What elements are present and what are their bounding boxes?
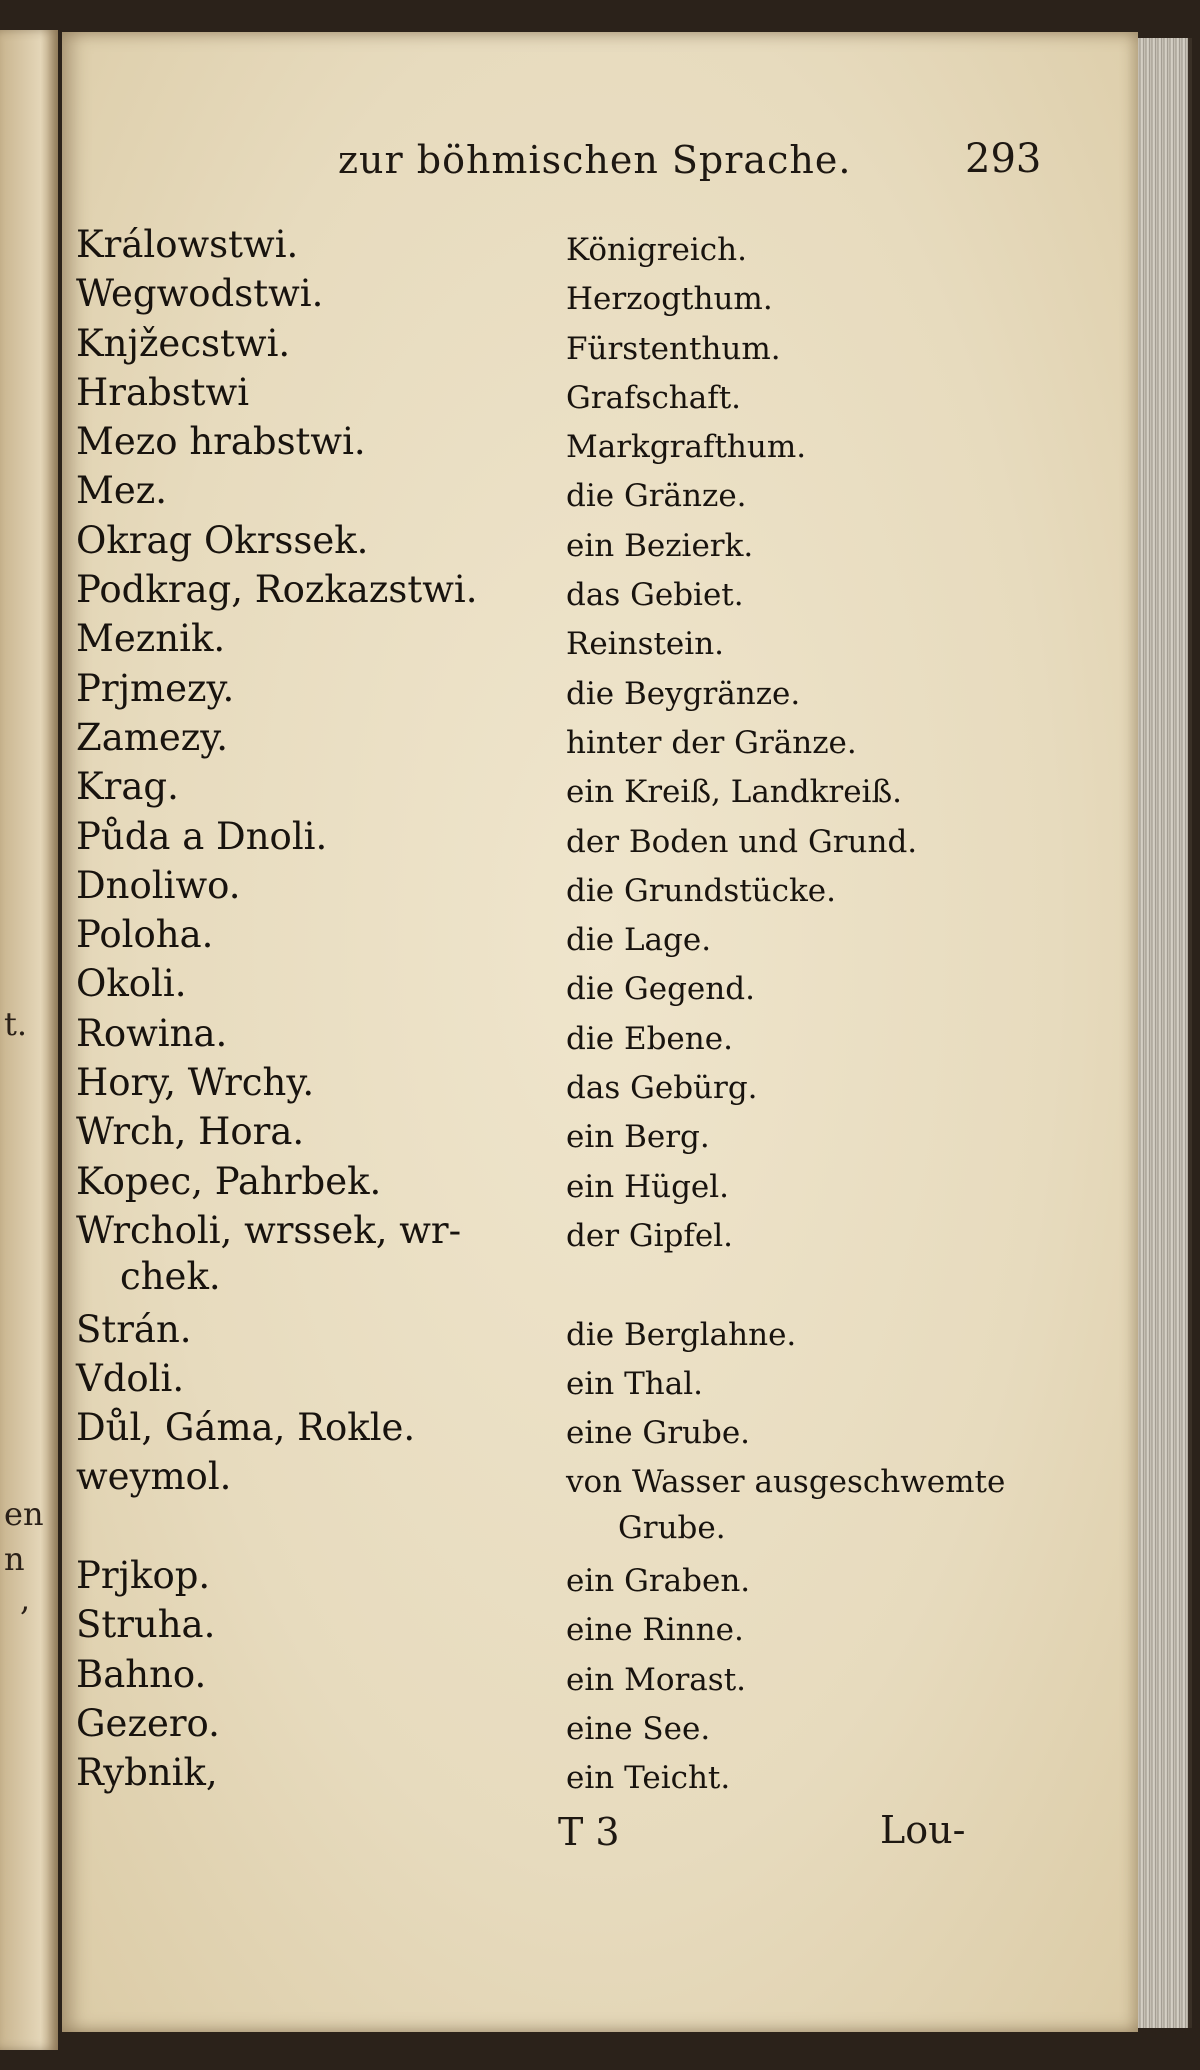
czech-term: Půda a Dnoli.	[76, 814, 328, 858]
german-term: ein Teicht.	[566, 1760, 731, 1797]
german-term: hinter der Gränze.	[566, 724, 857, 761]
czech-term: weymol.	[76, 1455, 232, 1499]
czech-term: Zamezy.	[76, 715, 228, 759]
german-term: ein Morast.	[566, 1661, 747, 1698]
glossary-entry	[76, 961, 1056, 1010]
czech-term: Prjkop.	[76, 1554, 211, 1598]
german-term-line: von Wasser ausgeschwemte	[566, 1464, 1006, 1501]
czech-term: Wegwodstwi.	[76, 272, 324, 316]
german-term: ein Hügel.	[566, 1168, 730, 1205]
glossary-entry	[76, 666, 1056, 715]
german-term: die Grundstücke.	[566, 872, 836, 909]
german-term: ein Bezierk.	[566, 527, 754, 564]
czech-term: Prjmezy.	[76, 666, 235, 710]
czech-term: Rybnik,	[76, 1751, 218, 1795]
facing-page-fragment: t.	[4, 1005, 28, 1043]
glossary-entry	[76, 1356, 1056, 1405]
german-term: Fürstenthum.	[566, 330, 781, 367]
czech-term: Okrag Okrssek.	[76, 518, 369, 562]
german-term: der Boden und Grund.	[566, 823, 918, 860]
german-term: Königreich.	[566, 232, 747, 268]
german-term: die Lage.	[566, 922, 712, 959]
glossary-entry	[76, 1307, 1056, 1356]
czech-term: Hrabstwi	[76, 370, 250, 414]
czech-term: Kopec, Pahrbek.	[76, 1159, 382, 1203]
german-term: eine Grube.	[566, 1415, 751, 1452]
czech-term: Struha.	[76, 1603, 216, 1647]
czech-term: Bahno.	[76, 1652, 207, 1696]
glossary-entry	[76, 1405, 1056, 1454]
german-term: der Gipfel.	[566, 1217, 733, 1254]
german-term: Grafschaft.	[566, 379, 742, 416]
glossary-entry	[76, 863, 1056, 912]
german-term: ein Berg.	[566, 1119, 710, 1156]
glossary-entry	[76, 814, 1056, 863]
running-head: zur böhmischen Sprache.	[338, 138, 852, 182]
german-term-continuation: Grube.	[618, 1510, 726, 1547]
glossary-entry	[76, 1602, 1056, 1651]
german-term: das Gebürg.	[566, 1070, 758, 1107]
czech-term: Krag.	[76, 765, 179, 809]
page-number: 293	[965, 136, 1042, 182]
german-term: eine See.	[566, 1710, 711, 1747]
glossary-entry	[76, 1011, 1056, 1060]
glossary-entry	[76, 271, 1056, 320]
glossary-entry	[76, 912, 1056, 961]
czech-term: Mez.	[76, 469, 168, 513]
glossary-entry	[76, 468, 1056, 517]
facing-page-fragment: ,	[20, 1580, 31, 1618]
glossary-entry	[76, 1652, 1056, 1701]
czech-term: Důl, Gáma, Rokle.	[76, 1406, 416, 1450]
glossary-entry	[76, 222, 1056, 271]
german-term: Markgrafthum.	[566, 429, 807, 466]
german-term: ein Kreiß, Landkreiß.	[566, 774, 903, 811]
signature-mark: T 3	[558, 1810, 620, 1854]
czech-term: Podkrag, Rozkazstwi.	[76, 568, 478, 612]
czech-term: Dnoliwo.	[76, 863, 241, 907]
german-term: die Berglahne.	[566, 1316, 797, 1353]
german-term: die Beygränze.	[566, 675, 801, 712]
german-term: eine Rinne.	[566, 1612, 744, 1649]
czech-term: Vdoli.	[76, 1356, 185, 1400]
czech-term-line: Wrcholi, wrssek, wr-	[76, 1208, 462, 1252]
facing-page-fragment: n	[4, 1540, 25, 1578]
glossary-entry	[76, 370, 1056, 419]
czech-term: Wrch, Hora.	[76, 1110, 305, 1154]
glossary-entry	[76, 1060, 1056, 1109]
glossary-entry	[76, 1553, 1056, 1602]
page-block-edges	[1138, 38, 1192, 2028]
glossary-entry	[76, 1750, 1056, 1799]
glossary-entry	[76, 1109, 1056, 1158]
glossary-entry	[76, 518, 1056, 567]
facing-page-fragment: en	[4, 1495, 44, 1533]
german-term: Reinstein.	[566, 626, 725, 663]
czech-term: Poloha.	[76, 913, 214, 957]
german-term: das Gebiet.	[566, 577, 744, 614]
german-term: ein Graben.	[566, 1563, 751, 1600]
glossary-entry	[76, 715, 1056, 764]
catchword: Lou-	[880, 1808, 966, 1852]
german-term: Herzogthum.	[566, 281, 773, 318]
czech-term: Meznik.	[76, 617, 226, 661]
czech-term: Knjžecstwi.	[76, 321, 291, 365]
german-term: die Gränze.	[566, 478, 747, 515]
glossary-entry	[76, 321, 1056, 370]
german-term: die Ebene.	[566, 1020, 733, 1057]
glossary-entry	[76, 1454, 1056, 1553]
czech-term: Králowstwi.	[76, 223, 299, 266]
czech-term: Rowina.	[76, 1011, 228, 1055]
czech-term: Gezero.	[76, 1701, 220, 1745]
glossary-entry	[76, 1208, 1056, 1307]
glossary-entry	[76, 567, 1056, 616]
glossary-list	[76, 222, 1056, 1800]
german-term	[566, 1454, 1056, 1551]
german-term: die Gegend.	[566, 971, 755, 1008]
czech-term: Hory, Wrchy.	[76, 1061, 315, 1105]
glossary-entry	[76, 1701, 1056, 1750]
czech-term: Mezo hrabstwi.	[76, 420, 366, 464]
czech-term	[76, 1208, 566, 1300]
glossary-entry	[76, 616, 1056, 665]
glossary-entry	[76, 419, 1056, 468]
czech-term: Strán.	[76, 1307, 192, 1351]
glossary-entry	[76, 764, 1056, 813]
czech-term-continuation: chek.	[120, 1254, 221, 1298]
glossary-entry	[76, 1159, 1056, 1208]
czech-term: Okoli.	[76, 962, 187, 1006]
german-term: ein Thal.	[566, 1365, 703, 1402]
